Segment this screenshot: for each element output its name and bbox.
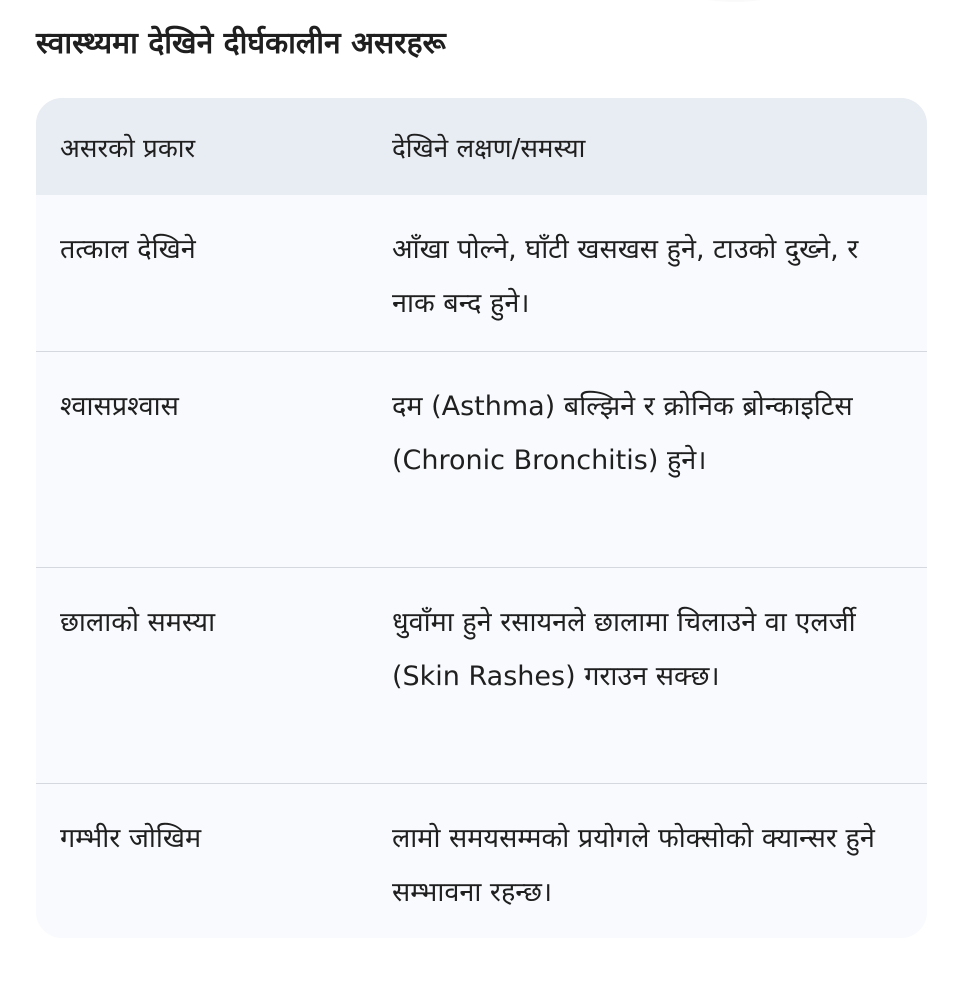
table-row <box>36 567 927 783</box>
table-header-row <box>36 98 927 195</box>
top-edge-shadow <box>690 0 780 2</box>
table-row <box>36 351 927 567</box>
symptoms-cell: लामो समयसम्मको प्रयोगले फोक्सोको क्यान्सर हुने सम्भावना रहन्छ। <box>368 783 927 938</box>
effects-table-card <box>36 98 927 938</box>
effect-type-cell: श्वासप्रश्वास <box>36 351 368 567</box>
header-symptoms: देखिने लक्षण/समस्या <box>392 133 586 164</box>
effects-table <box>36 98 927 938</box>
effect-type-cell: गम्भीर जोखिम <box>36 783 368 938</box>
symptoms-cell: दम (Asthma) बल्झिने र क्रोनिक ब्रोन्काइटिस (Chronic Bronchitis) हुने। <box>368 351 927 567</box>
symptoms-cell: आँखा पोल्ने, घाँटी खसखस हुने, टाउको दुख्ने, र नाक बन्द हुने। <box>392 234 859 319</box>
table-row <box>36 783 927 938</box>
header-effect-type: असरको प्रकार <box>60 133 196 164</box>
table-row <box>36 195 927 351</box>
effect-type-cell: छालाको समस्या <box>36 567 368 783</box>
effect-type-cell: तत्काल देखिने <box>60 234 196 265</box>
symptoms-cell: धुवाँमा हुने रसायनले छालामा चिलाउने वा एलर्जी (Skin Rashes) गराउन सक्छ। <box>368 567 927 783</box>
page-title: स्वास्थ्यमा देखिने दीर्घकालीन असरहरू <box>36 26 446 61</box>
